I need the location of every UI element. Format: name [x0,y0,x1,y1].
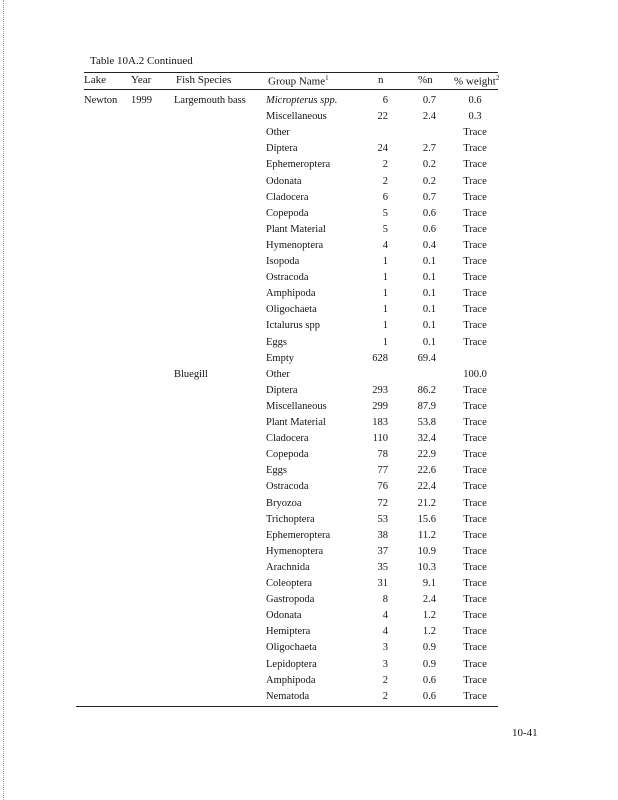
cell-pct-n: 22.6 [417,465,436,477]
cell-pct-weight: Trace [463,513,487,525]
cell-fish-species: Bluegill [174,368,208,380]
scan-margin-dots [3,0,6,800]
cell-group-name: Diptera [266,143,298,155]
header-year: Year [131,74,152,86]
cell-pct-weight: Trace [463,304,487,316]
cell-pct-n: 0.2 [422,159,436,171]
cell-n: 38 [377,529,388,541]
header-fish-species: Fish Species [176,74,232,86]
cell-pct-n: 0.6 [422,207,436,219]
cell-pct-weight: Trace [463,481,487,493]
cell-pct-weight: Trace [463,400,487,412]
cell-group-name: Ostracoda [266,481,309,493]
cell-pct-weight: Trace [463,545,487,557]
cell-n: 72 [377,497,388,509]
cell-group-name: Cladocera [266,191,309,203]
cell-pct-weight: Trace [463,191,487,203]
cell-pct-n: 9.1 [422,578,436,589]
cell-pct-n: 87.9 [417,400,436,412]
cell-pct-weight: Trace [463,449,487,461]
cell-pct-weight: Trace [463,529,487,541]
cell-group-name: Arachnida [266,561,310,573]
cell-n: 78 [377,449,388,461]
cell-group-name: Copepoda [266,449,309,461]
cell-pct-n: 10.3 [417,561,436,573]
cell-pct-n: 69.4 [417,352,436,364]
cell-pct-weight: Trace [463,658,487,670]
cell-pct-weight: Trace [463,384,487,396]
cell-group-name: Diptera [266,384,298,396]
cell-group-name: Bryozoa [266,497,302,509]
cell-n: 3 [382,658,388,670]
cell-pct-n: 0.4 [422,239,436,251]
cell-pct-weight: Trace [463,143,487,155]
cell-group-name: Amphipoda [266,674,316,686]
cell-group-name: Ostracoda [266,272,309,284]
cell-pct-n: 0.1 [422,320,436,332]
cell-n: 4 [382,239,388,251]
cell-pct-weight: Trace [463,159,487,171]
cell-group-name: Oligochaeta [266,304,317,316]
cell-pct-weight: Trace [463,239,487,251]
cell-pct-n: 11.2 [418,529,436,541]
cell-group-name: Eggs [266,336,287,348]
cell-group-name: Other [266,368,290,380]
cell-n: 77 [377,465,388,477]
cell-n: 299 [372,400,388,412]
cell-pct-n: 0.7 [422,191,436,203]
cell-pct-n: 21.2 [417,497,436,509]
cell-pct-n: 0.7 [422,95,436,106]
cell-pct-weight: Trace [463,594,487,606]
table-top-rule [84,72,498,73]
cell-group-name: Plant Material [266,417,326,428]
cell-group-name: Coleoptera [266,578,313,589]
cell-pct-n: 22.9 [417,449,436,461]
cell-n: 183 [372,417,388,428]
header-bottom-rule [84,89,498,90]
cell-pct-n: 2.4 [422,111,436,123]
cell-group-name: Hymenoptera [266,545,324,557]
cell-pct-weight: Trace [463,465,487,477]
cell-group-name: Isopoda [266,256,300,267]
cell-pct-n: 0.2 [422,175,436,187]
cell-pct-n: 0.9 [422,658,436,670]
header-pct-weight-text: % weight [454,75,496,88]
header-pct-n: %n [418,74,433,86]
cell-n: 76 [377,481,388,493]
cell-lake: Newton [84,95,118,106]
cell-group-name: Eggs [266,465,287,477]
cell-pct-weight: Trace [463,417,487,428]
cell-pct-weight: Trace [463,207,487,219]
header-n: n [378,74,384,86]
cell-pct-n: 0.1 [422,256,436,267]
cell-pct-n: 22.4 [417,481,436,493]
header-group-name [268,74,329,88]
cell-pct-weight: Trace [463,497,487,509]
cell-group-name: Miscellaneous [266,400,327,412]
cell-n: 1 [382,272,388,284]
cell-n: 1 [382,336,388,348]
cell-pct-n: 0.6 [422,223,436,235]
cell-pct-weight: Trace [463,288,487,300]
cell-pct-weight: Trace [463,223,487,235]
cell-group-name: Other [266,127,290,139]
cell-pct-n: 0.9 [422,642,436,654]
cell-group-name: Lepidoptera [266,658,317,670]
cell-group-name: Nematoda [266,690,310,702]
cell-pct-n: 53.8 [417,417,436,428]
cell-n: 293 [372,384,388,396]
cell-n: 110 [372,433,388,445]
cell-pct-n: 32.4 [417,433,436,445]
cell-group-name: Odonata [266,175,302,187]
cell-pct-weight: Trace [463,320,487,332]
cell-pct-n: 0.1 [422,272,436,284]
cell-pct-n: 15.6 [417,513,436,525]
cell-group-name: Amphipoda [266,288,316,300]
cell-pct-weight: 0.3 [468,111,482,123]
cell-group-name: Ictalurus spp [266,320,320,332]
cell-n: 5 [382,223,388,235]
cell-pct-n: 1.2 [422,610,436,622]
cell-n: 4 [382,610,388,622]
cell-n: 22 [377,111,388,123]
cell-pct-weight: Trace [463,433,487,445]
cell-pct-weight: Trace [463,256,487,267]
cell-pct-weight: Trace [463,578,487,589]
page-number: 10-41 [512,727,538,739]
cell-pct-weight: 0.6 [468,95,482,106]
cell-n: 37 [377,545,388,557]
cell-pct-n: 1.2 [422,626,436,638]
cell-pct-weight: Trace [463,561,487,573]
cell-pct-n: 0.1 [422,304,436,316]
cell-pct-weight: Trace [463,272,487,284]
cell-pct-weight: Trace [463,336,487,348]
cell-n: 31 [377,578,388,589]
cell-n: 4 [382,626,388,638]
cell-n: 1 [382,288,388,300]
cell-group-name: Empty [266,352,294,364]
cell-group-name: Plant Material [266,223,326,235]
cell-pct-n: 10.9 [417,545,436,557]
cell-fish-species: Largemouth bass [174,95,246,106]
cell-year: 1999 [131,95,152,106]
cell-group-name: Copepoda [266,207,309,219]
cell-n: 1 [382,320,388,332]
cell-pct-weight: 100.0 [463,368,487,380]
cell-n: 6 [382,191,388,203]
cell-pct-n: 2.7 [422,143,436,155]
cell-pct-n: 0.1 [422,288,436,300]
header-group-name-footnote: 1 [325,74,329,82]
cell-n: 5 [382,207,388,219]
cell-pct-n: 0.1 [422,336,436,348]
cell-n: 2 [382,175,388,187]
cell-group-name: Ephemeroptera [266,529,331,541]
cell-pct-weight: Trace [463,610,487,622]
cell-group-name: Odonata [266,610,302,622]
table-bottom-rule [76,706,498,707]
cell-n: 6 [382,95,388,106]
cell-pct-weight: Trace [463,642,487,654]
cell-n: 3 [382,642,388,654]
cell-n: 24 [377,143,388,155]
cell-pct-weight: Trace [463,690,487,702]
cell-pct-weight: Trace [463,175,487,187]
cell-pct-weight: Trace [463,626,487,638]
cell-pct-n: 0.6 [422,674,436,686]
header-group-name-text: Group Name [268,75,326,88]
cell-n: 2 [382,159,388,171]
cell-pct-n: 86.2 [417,384,436,396]
cell-group-name: Hemiptera [266,626,311,638]
cell-n: 8 [382,594,388,606]
cell-n: 1 [382,256,388,267]
table-title: Table 10A.2 Continued [90,55,193,67]
cell-pct-weight: Trace [463,127,487,139]
cell-group-name: Oligochaeta [266,642,317,654]
cell-group-name: Trichoptera [266,513,315,525]
cell-n: 2 [382,690,388,702]
cell-group-name: Cladocera [266,433,309,445]
header-pct-weight [454,74,499,88]
cell-group-name: Gastropoda [266,594,315,606]
cell-pct-n: 0.6 [422,690,436,702]
cell-n: 1 [382,304,388,316]
cell-n: 2 [382,674,388,686]
cell-n: 53 [377,513,388,525]
header-lake: Lake [84,74,106,86]
cell-n: 35 [377,561,388,573]
cell-group-name: Ephemeroptera [266,159,331,171]
cell-group-name: Hymenoptera [266,239,324,251]
header-pct-weight-footnote: 2 [495,74,500,82]
cell-pct-weight: Trace [463,674,487,686]
cell-group-name: Miscellaneous [266,111,327,123]
cell-n: 628 [372,352,388,364]
cell-group-name: Micropterus spp. [266,95,338,106]
cell-pct-n: 2.4 [422,594,436,606]
